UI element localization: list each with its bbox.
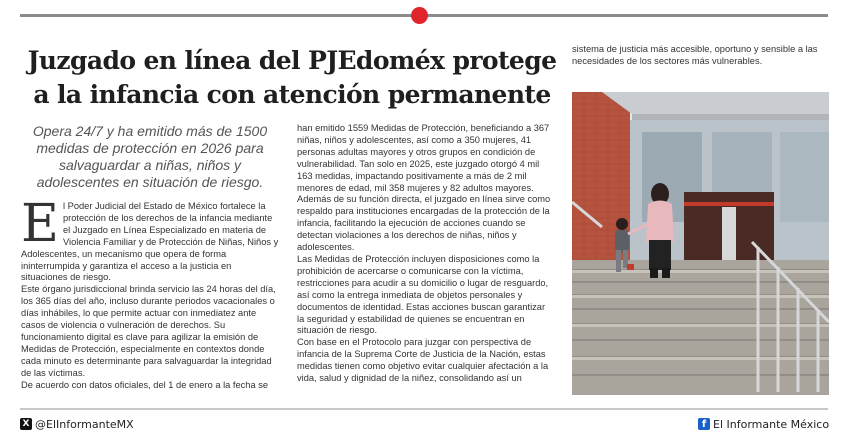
article-subheadline: Opera 24/7 y ha emitido más de 1500 medidas de protección en 2026 para salvaguardar a niñas, niños y adolescentes en situación de riesgo.	[32, 123, 268, 190]
x-logo-icon: X	[20, 418, 32, 430]
body-paragraph: El Poder Judicial del Estado de México fortalece la protección de los derechos de la infancia mediante el Juzgado en Línea Especializado en materia de Violencia Familiar y de Protección de Niñas, Niños y Adolescentes, un mecanismo que opera de forma ininterrumpida y garantiza el acceso a la justicia en situaciones de riesgo.	[21, 194, 279, 283]
body-column-3	[572, 44, 828, 68]
body-paragraph: Además de su función directa, el juzgado en línea sirve como respaldo para instituciones encargadas de la protección de la infancia, facilitando la ejecución de acciones cuando se detectan violaciones a los derechos de niñas, niños y adolescentes.	[297, 194, 551, 253]
stairs-children-photo	[572, 92, 829, 395]
red-dot-ornament	[411, 7, 428, 24]
body-column-2	[297, 123, 553, 385]
x-handle: @ElInformanteMX	[35, 417, 134, 431]
facebook-logo-icon: f	[698, 418, 710, 430]
facebook-social-link[interactable]	[698, 415, 829, 433]
article-photo	[572, 92, 829, 395]
body-column-1	[21, 194, 279, 392]
bottom-rule	[20, 408, 828, 410]
facebook-name: El Informante México	[713, 417, 830, 431]
body-paragraph: De acuerdo con datos oficiales, del 1 de enero a la fecha se	[21, 379, 269, 390]
body-paragraph: Las Medidas de Protección incluyen disposiciones como la prohibición de acercarse o comunicarse con la víctima, restricciones para acudir a su domicilio o lugar de resguardo, así como la entrega inmediata de objetos personales y documentos de identidad. Estas acciones buscan garantizar la seguridad y estabilidad de quienes se encuentran en situación de riesgo.	[297, 253, 549, 336]
body-paragraph: han emitido 1559 Medidas de Protección, beneficiando a 367 niñas, niños y adolescentes, así como a 350 mujeres, 41 personas adultas mayores y otros grupos en condición de vulnerabilidad. Tan solo en 2025, este juzgado otorgó 4 mil 163 medidas, impactando positivamente a más de 2 mil menores de edad, mil 358 mujeres y 82 adultos mayores.	[297, 123, 550, 193]
body-paragraph: sistema de justicia más accesible, oportuno y sensible a las necesidades de los sectores más vulnerables.	[572, 44, 818, 66]
x-social-link[interactable]	[20, 415, 134, 433]
body-paragraph: Con base en el Protocolo para juzgar con perspectiva de infancia de la Suprema Corte de Justicia de la Nación, estas medidas tienen como objetivo evitar cualquier afectación a la vida, salud y dignidad de la niñez, consolidando así un	[297, 337, 549, 384]
drop-cap: E	[21, 194, 59, 254]
article-headline: Juzgado en línea del PJEdoméx protege a la infancia con atención permanente	[27, 46, 557, 109]
body-paragraph: Este órgano jurisdiccional brinda servicio las 24 horas del día, los 365 días del año, incluso durante periodos vacacionales o días inhábiles, lo que permite actuar con inmediatez ante casos de violencia o vulneración de derechos. Su funcionamiento digital es clave para agilizar la emisión de Medidas de Protección, especialmente en contextos donde cada minuto es determinante para salvaguardar la integridad de las víctimas.	[21, 284, 276, 378]
